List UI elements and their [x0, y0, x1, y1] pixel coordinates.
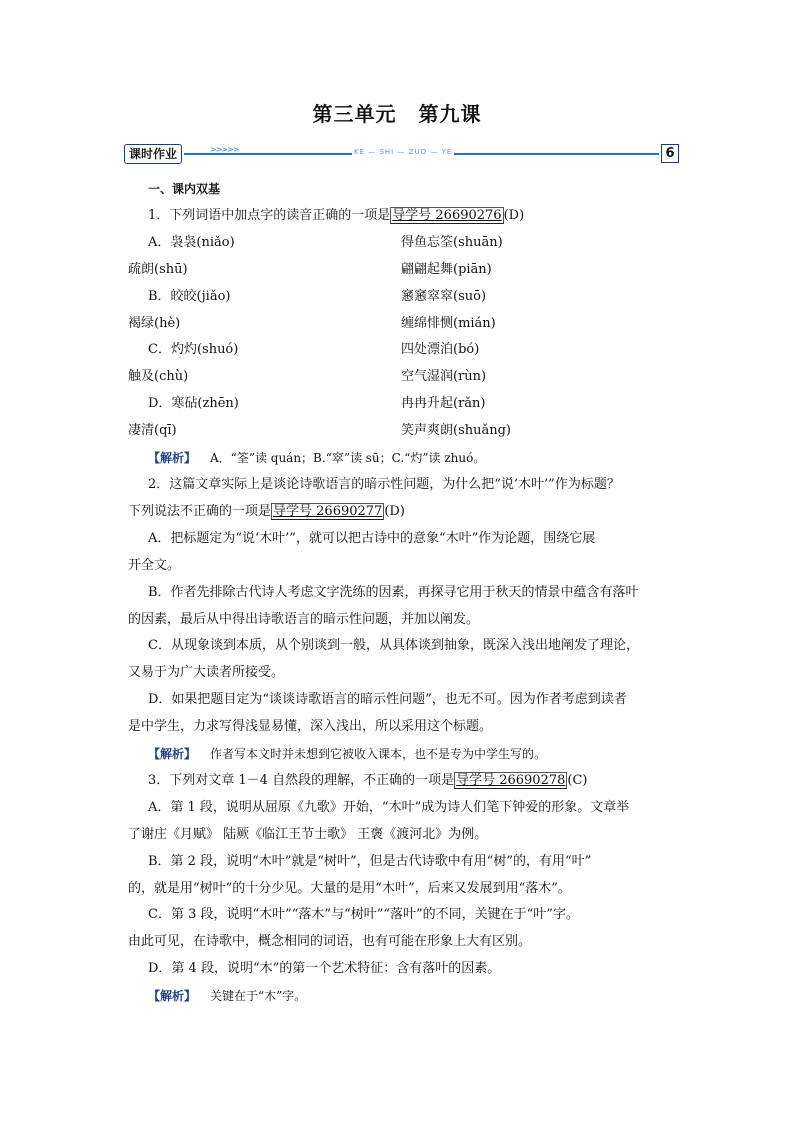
- q1-answer: (D): [503, 207, 525, 223]
- homework-label: 课时作业: [124, 144, 182, 164]
- q1-option-row: A．袅袅(niǎo) 得鱼忘筌(shuān): [148, 234, 503, 250]
- q2-option-a: A．把标题定为“说‘木叶’”，就可以把古诗中的意象“木叶”作为论题，围绕它展: [148, 530, 596, 546]
- q3-option-b: B．第 2 段，说明“木叶”就是“树叶”，但是古代诗歌中有用“树”的，有用“叶”: [148, 853, 592, 869]
- q1-option-row: 褐绿(hè) 缠绵悱恻(mián): [128, 315, 496, 331]
- q2-option-a-cont: 开全文。: [128, 557, 181, 573]
- q2-option-c-cont: 又易于为广大读者所接受。: [128, 665, 285, 681]
- q1-option-row: 疏朗(shū) 翩翩起舞(piān): [128, 261, 492, 277]
- q2-stem-cont: 下列说法不正确的一项是 导学号 26690277 (D): [128, 503, 405, 519]
- q1-option-row: 凄清(qī) 笑声爽朗(shuǎng): [128, 423, 512, 439]
- guide-number-2: 导学号 26690277: [273, 503, 383, 519]
- q2-stem: 2．这篇文章实际上是谈论诗歌语言的暗示性问题，为什么把“说‘木叶’”作为标题？: [148, 476, 620, 492]
- q2-analysis: 【解析】 作者写本文时并未想到它被收入课本，也不是专为中学生写的。: [148, 747, 547, 762]
- q2-option-b-cont: 的因素，最后从中得出诗歌语言的暗示性问题，并加以阐发。: [128, 611, 480, 627]
- q2-option-b: B．作者先排除古代诗人考虑文字洗练的因素，再探寻它用于秋天的情景中蕴含有落叶: [148, 584, 639, 600]
- homework-number: 6: [661, 144, 679, 163]
- title-lesson: 第九课: [418, 102, 482, 126]
- homework-banner: [124, 144, 679, 164]
- q3-option-a-cont: 了谢庄《月赋》 陆厥《临江王节士歌》 王褒《渡河北》为例。: [128, 826, 488, 842]
- pinyin-text: KE — SHI — ZUO — YE: [354, 148, 453, 156]
- q2-option-d: D．如果把题目定为“谈谈诗歌语言的暗示性问题”，也无不可。因为作者考虑到读者: [148, 692, 627, 708]
- q3-option-b-cont: 的，就是用“树叶”的十分少见。大量的是用“木叶”，后来又发展到用“落木”。: [128, 880, 571, 896]
- q1-stem: 1．下列词语中加点字的读音正确的一项是 导学号 26690276 (D): [148, 207, 525, 223]
- q1-option-row: C．灼灼(shuó) 四处漂泊(bó): [148, 342, 480, 358]
- q3-answer: (C): [567, 772, 588, 788]
- guide-number-1: 导学号 26690276: [392, 207, 502, 223]
- q2-option-d-cont: 是中学生，力求写得浅显易懂，深入浅出，所以采用这个标题。: [128, 719, 493, 735]
- q1-option-row: D．寒砧(zhēn) 冉冉升起(rǎn): [148, 396, 486, 412]
- q3-stem: 3．下列对文章 1－4 自然段的理解，不正确的一项是 导学号 26690278 (C): [148, 772, 588, 788]
- section-heading: 一、课内双基: [148, 182, 221, 196]
- q3-option-c: C．第 3 段，说明“木叶”“落木”与“树叶”“落叶”的不同，关键在于“叶”字。: [148, 907, 579, 923]
- q2-option-c: C．从现象谈到本质，从个别谈到一般，从具体谈到抽象，既深入浅出地阐发了理论，: [148, 638, 639, 654]
- q3-analysis: 【解析】 关键在于“木”字。: [148, 989, 307, 1004]
- q1-option-row: 触及(chù) 空气湿润(rùn): [128, 369, 487, 385]
- q2-answer: (D): [384, 503, 405, 519]
- q3-option-c-cont: 由此可见，在诗歌中，概念相同的词语，也有可能在形象上大有区别。: [128, 934, 532, 950]
- document-body: [128, 176, 678, 1010]
- q1-analysis: 【解析】 A．“筌”读 quán；B.“窣”读 sū；C.“灼”读 zhuó。: [148, 451, 486, 466]
- q3-option-d: D．第 4 段，说明“木”的第一个艺术特征：含有落叶的因素。: [148, 961, 501, 977]
- q3-option-a: A．第 1 段，说明从屈原《九歌》开始，“木叶”成为诗人们笔下钟爱的形象。文章举: [148, 799, 630, 815]
- arrows-icon: >>>>>: [210, 145, 239, 154]
- page-title: [0, 98, 794, 127]
- q1-option-row: B．皎皎(jiǎo) 窸窸窣窣(suō): [148, 288, 487, 304]
- guide-number-3: 导学号 26690278: [456, 772, 566, 788]
- title-unit: 第三单元: [312, 102, 397, 126]
